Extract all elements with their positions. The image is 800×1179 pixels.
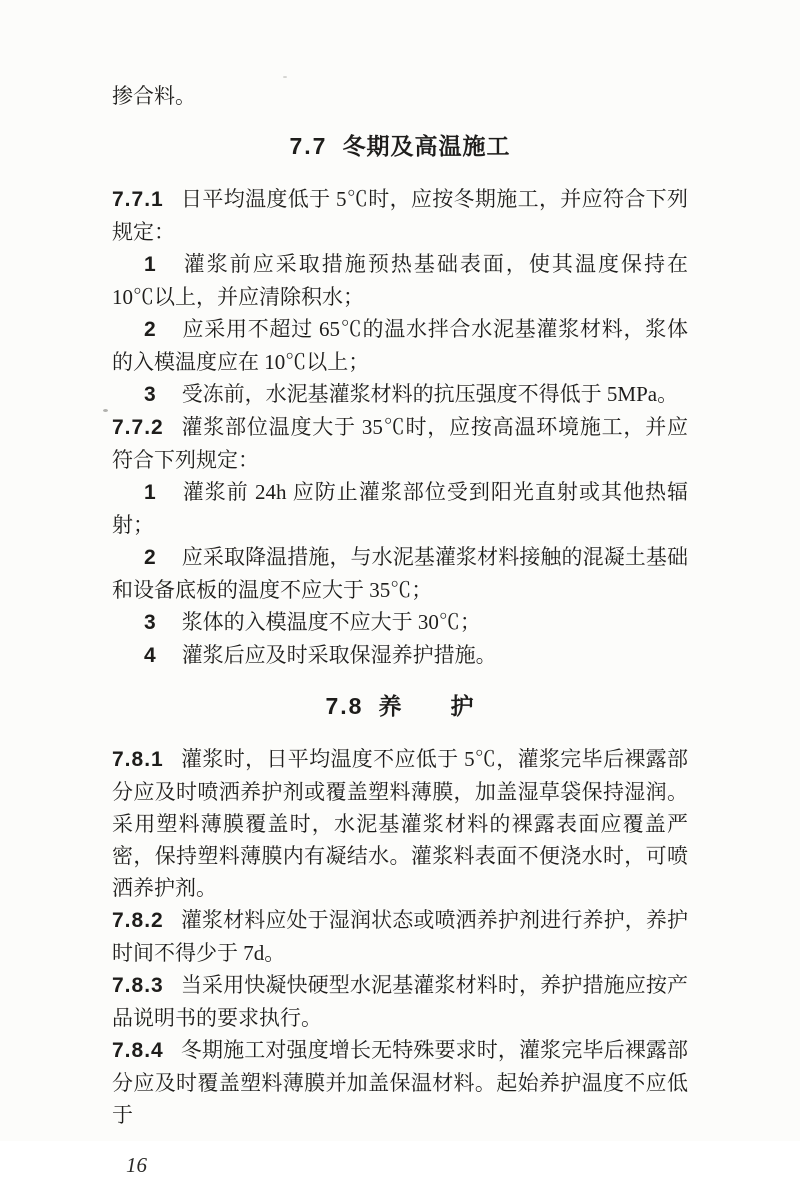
section-title: 养 护	[378, 693, 475, 719]
section-heading-7-8	[112, 693, 688, 720]
clause-7-7-2-item-4	[112, 639, 688, 672]
clause-number: 7.7.2	[112, 416, 164, 439]
item-text: 应采用不超过 65℃的温水拌合水泥基灌浆材料，浆体的入模温度应在 10℃以上；	[112, 317, 688, 374]
section-heading-7-7	[112, 133, 688, 160]
section-number: 7.7	[289, 133, 328, 159]
clause-text: 灌浆部位温度大于 35℃时，应按高温环境施工，并应符合下列规定：	[112, 415, 688, 472]
item-number: 2	[144, 318, 156, 341]
clause-7-7-2-item-3	[112, 606, 688, 639]
item-number: 1	[144, 481, 156, 504]
clause-7-7-2	[112, 411, 688, 476]
clause-text: 当采用快凝快硬型水泥基灌浆材料时，养护措施应按产品说明书的要求执行。	[112, 973, 688, 1030]
item-text: 受冻前，水泥基灌浆材料的抗压强度不得低于 5MPa。	[181, 382, 679, 406]
item-text: 灌浆前应采取措施预热基础表面，使其温度保持在 10℃以上，并应清除积水；	[112, 252, 688, 309]
clause-7-7-2-item-1	[112, 476, 688, 541]
scan-speck	[283, 76, 287, 78]
clause-text: 冬期施工对强度增长无特殊要求时，灌浆完毕后裸露部分应及时覆盖塑料薄膜并加盖保温材料。起始养护温度不应低于	[112, 1038, 688, 1127]
section-title: 冬期及高温施工	[342, 133, 511, 159]
clause-number: 7.8.1	[112, 748, 164, 771]
clause-text: 灌浆时，日平均温度不应低于 5℃，灌浆完毕后裸露部分应及时喷洒养护剂或覆盖塑料薄膜，加盖湿草袋保持湿润。采用塑料薄膜覆盖时，水泥基灌浆材料的裸露表面应覆盖严密，保持塑料薄膜内有凝结水。灌浆料表面不便浇水时，可喷洒养护剂。	[112, 747, 688, 900]
item-text: 灌浆后应及时采取保湿养护措施。	[181, 643, 497, 667]
clause-7-8-1	[112, 743, 688, 904]
clause-number: 7.8.2	[112, 909, 164, 932]
item-number: 3	[144, 611, 156, 634]
clause-number: 7.7.1	[112, 188, 164, 211]
item-number: 4	[144, 644, 156, 667]
clause-7-7-2-item-2	[112, 541, 688, 606]
scan-speck	[103, 409, 108, 412]
clause-7-7-1-item-2	[112, 313, 688, 378]
item-number: 2	[144, 546, 156, 569]
item-number: 3	[144, 383, 156, 406]
paragraph-continuation: 掺合料。	[112, 84, 196, 108]
clause-7-8-3	[112, 969, 688, 1034]
clause-text: 灌浆材料应处于湿润状态或喷洒养护剂进行养护，养护时间不得少于 7d。	[112, 908, 688, 965]
page-number: 16	[126, 1153, 147, 1177]
clause-7-7-1	[112, 183, 688, 248]
item-text: 应采取降温措施，与水泥基灌浆材料接触的混凝土基础和设备底板的温度不应大于 35℃；	[112, 545, 688, 602]
clause-7-7-1-item-3	[112, 378, 688, 411]
item-text: 灌浆前 24h 应防止灌浆部位受到阳光直射或其他热辐射；	[112, 480, 688, 537]
clause-7-8-2	[112, 904, 688, 969]
clause-7-8-4	[112, 1034, 688, 1131]
section-number: 7.8	[325, 693, 364, 719]
clause-number: 7.8.3	[112, 974, 164, 997]
clause-text: 日平均温度低于 5℃时，应按冬期施工，并应符合下列规定：	[112, 187, 688, 244]
clause-7-7-1-item-1	[112, 248, 688, 313]
item-number: 1	[144, 253, 156, 276]
clause-number: 7.8.4	[112, 1039, 164, 1062]
item-text: 浆体的入模温度不应大于 30℃；	[181, 610, 481, 634]
